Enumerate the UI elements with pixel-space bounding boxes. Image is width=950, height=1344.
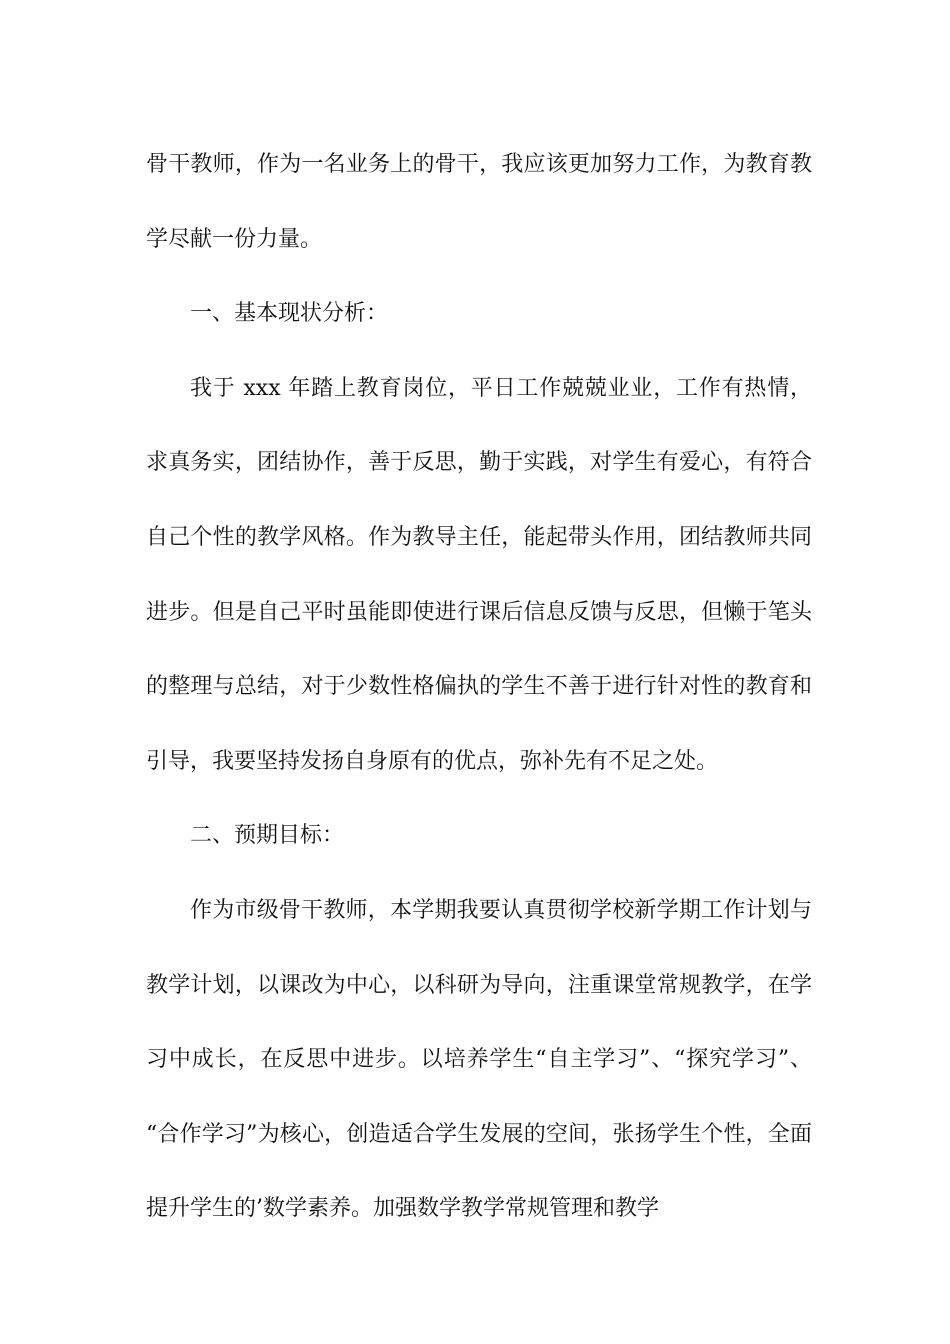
section-heading-current-status: 一、基本现状分析：: [190, 301, 389, 327]
paragraph-expected-goals: 作为市级骨干教师，本学期我要认真贯彻学校新学期工作计划与教学计划，以课改为中心，以科研为导向，注重课堂常规教学，在学习中成长，在反思中进步。以培养学生“自主学习”、“探究学习”、 “合作学习”为核心，创造适合学生发展的空间，张扬学生个性，全面提升学生的’数学素养。加强数学教学常规管理和教学: [146, 897, 812, 1222]
section-heading-expected-goals: 二、预期目标：: [190, 823, 345, 849]
paragraph-intro: 骨干教师，作为一名业务上的骨干，我应该更加努力工作，为教育教学尽献一份力量。: [146, 152, 812, 252]
paragraph-current-status: 我于 xxx 年踏上教育岗位，平日工作兢兢业业，工作有热情，求真务实，团结协作，善于反思，勤于实践，对学生有爱心，有符合自己个性的教学风格。作为教导主任，能起带头作用，团结教师共同进步。但是自己平时虽能即使进行课后信息反馈与反思，但懒于笔头的整理与总结，对于少数性格偏执的学生不善于进行针对性的教育和引导，我要坚持发扬自身原有的优点，弥补先有不足之处。: [146, 375, 812, 774]
document-body: [146, 128, 812, 1247]
